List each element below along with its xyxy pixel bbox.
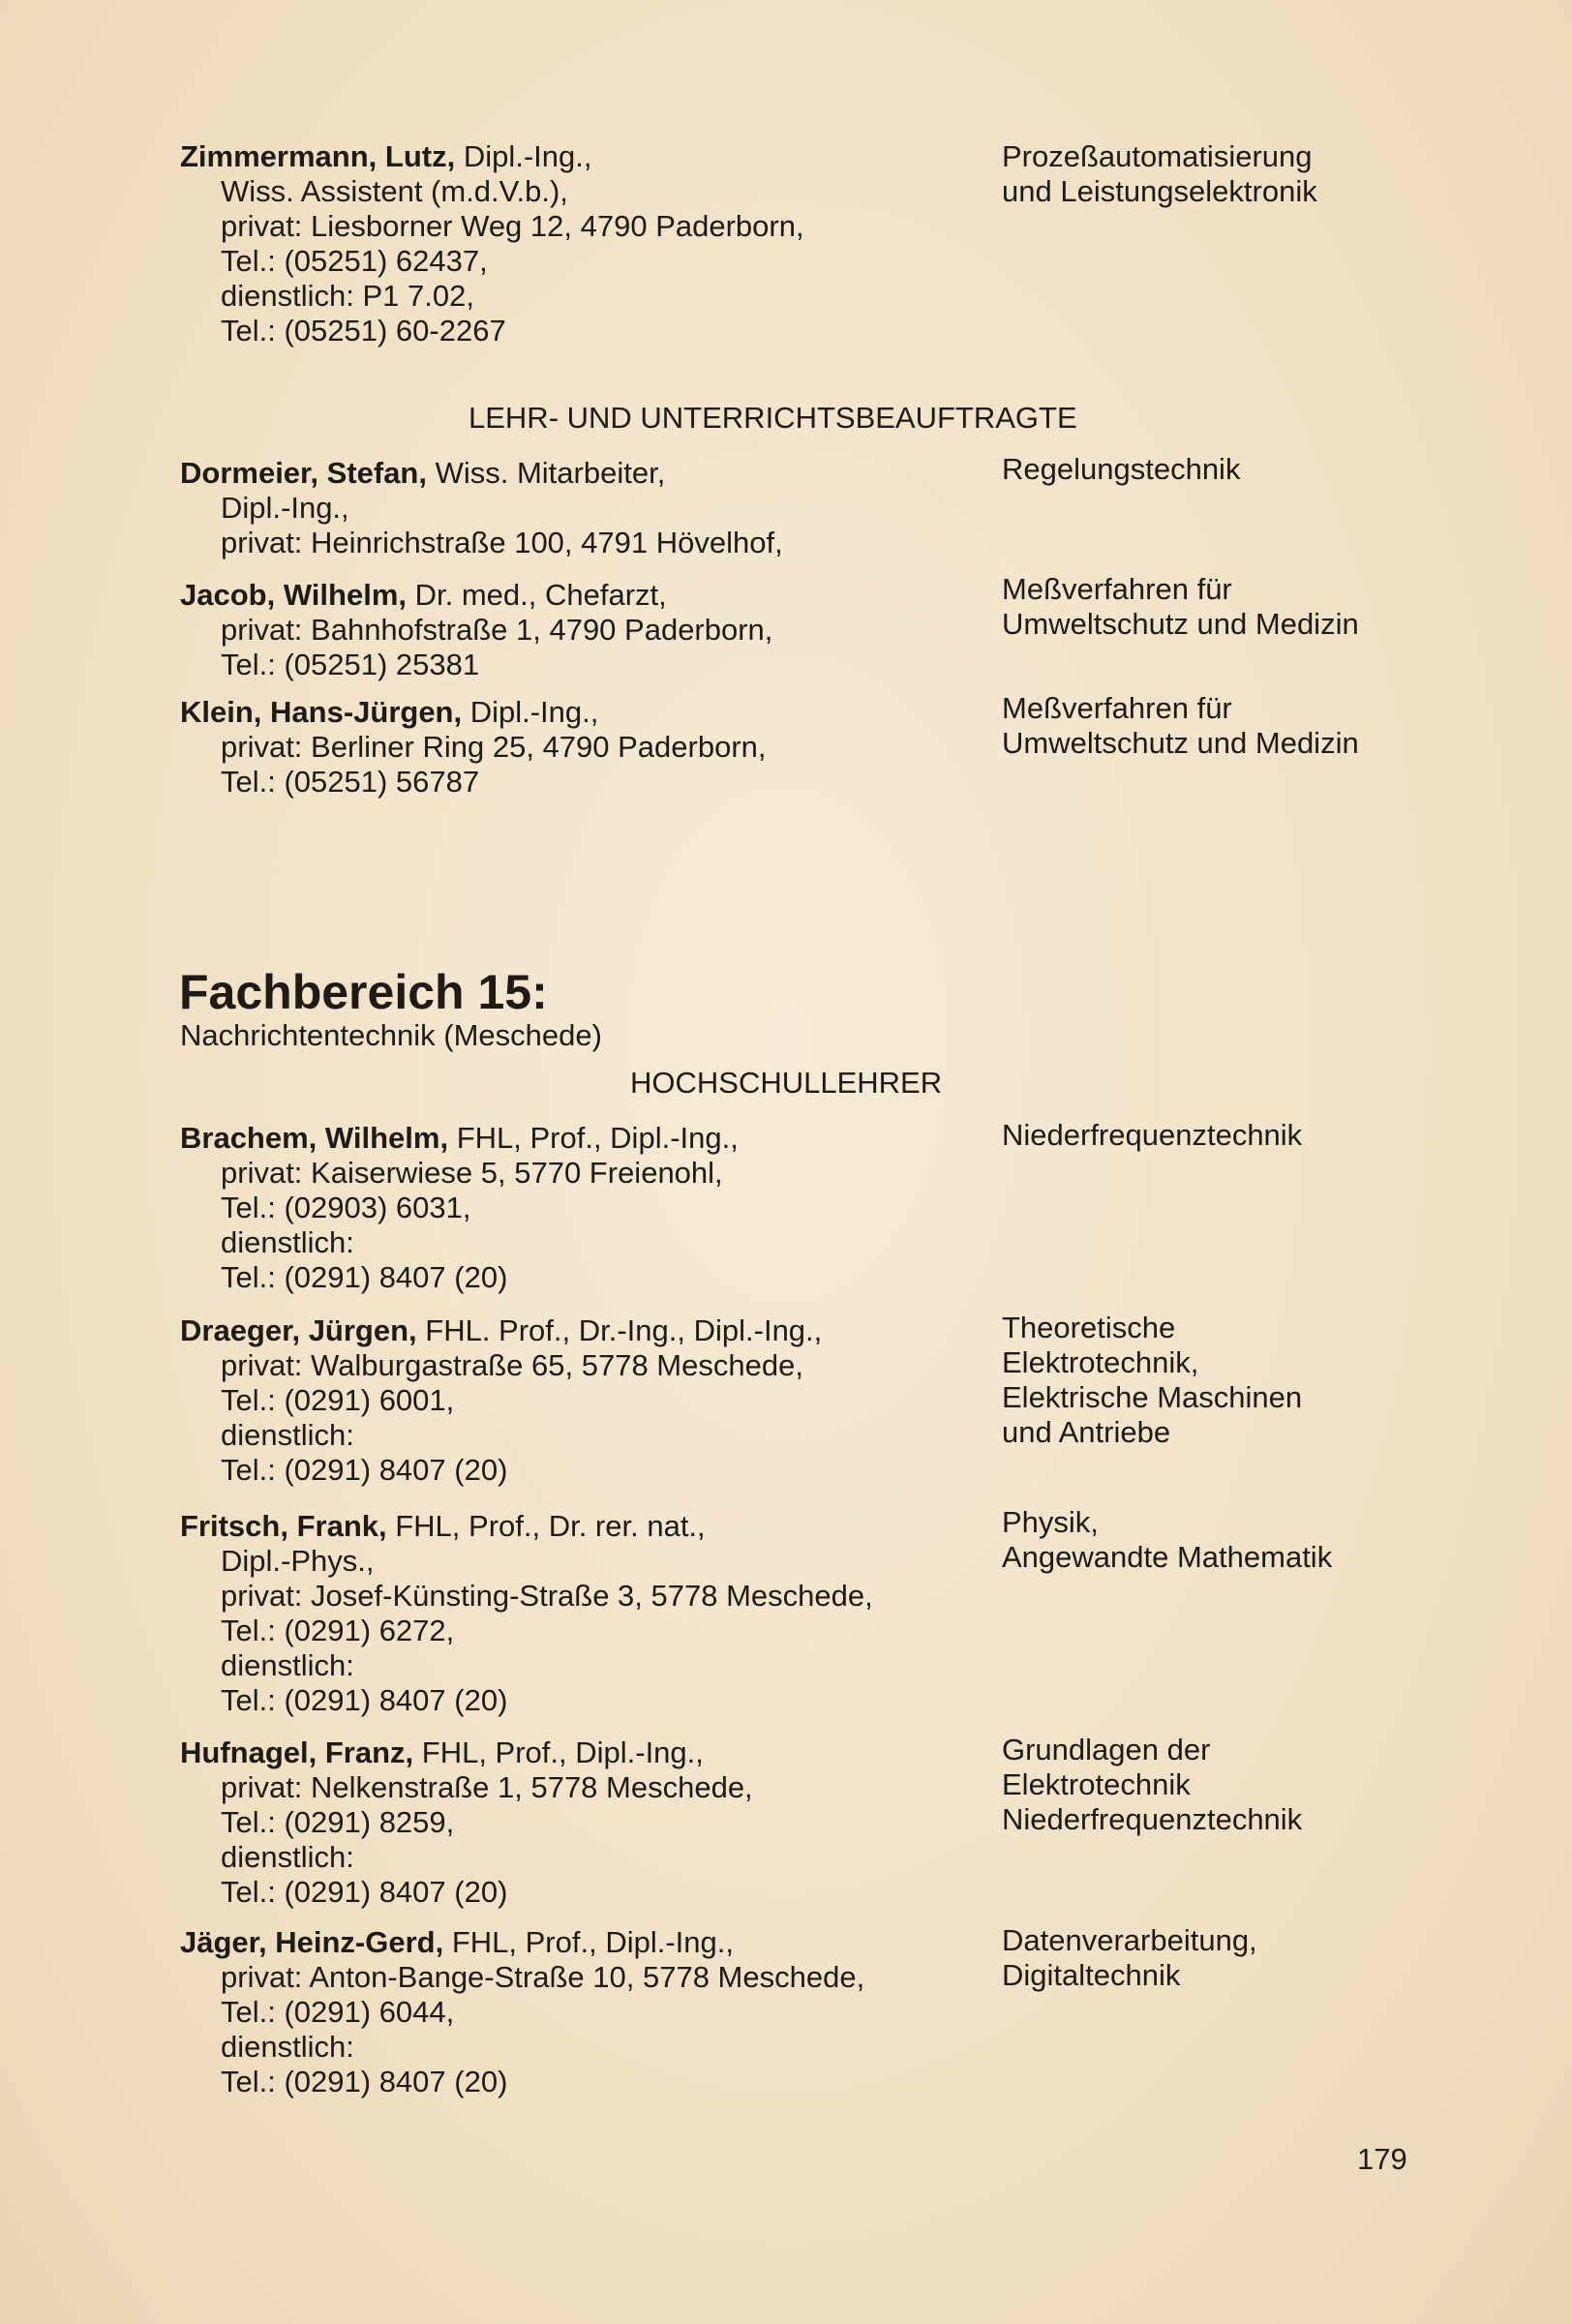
entry-line: Tel.: (0291) 8259,	[221, 1805, 455, 1839]
entry-line: dienstlich:	[221, 2030, 354, 2064]
entry-line: Tel.: (0291) 8407 (20)	[221, 2065, 508, 2098]
subject-jaeger	[1002, 1923, 1505, 1993]
entry-line: privat: Heinrichstraße 100, 4791 Hövelhof,	[221, 526, 783, 559]
entry-line: Wiss. Assistent (m.d.V.b.),	[221, 174, 568, 208]
staff-entry-draeger	[180, 1313, 983, 1488]
entry-title: FHL, Prof., Dr. rer. nat.,	[386, 1509, 706, 1543]
section-heading-hochschullehrer: HOCHSCHULLEHRER	[630, 1066, 943, 1100]
entry-line: Tel.: (0291) 6001,	[221, 1383, 455, 1417]
subject-line: Datenverarbeitung,	[1002, 1923, 1257, 1957]
staff-entry-jaeger	[180, 1925, 983, 2099]
subject-line: Angewandte Mathematik	[1002, 1540, 1333, 1574]
entry-name: Dormeier, Stefan,	[180, 456, 427, 490]
entry-line: Tel.: (0291) 8407 (20)	[221, 1875, 508, 1909]
entry-line: Tel.: (05251) 60-2267	[221, 314, 506, 347]
entry-line: Tel.: (05251) 25381	[221, 648, 480, 681]
entry-title: FHL, Prof., Dipl.-Ing.,	[443, 1925, 734, 1959]
staff-entry-klein	[180, 695, 983, 800]
entry-line: dienstlich:	[221, 1418, 354, 1452]
entry-line: Tel.: (0291) 6044,	[221, 1995, 455, 2029]
staff-entry-brachem	[180, 1121, 983, 1295]
entry-line: Dipl.-Phys.,	[221, 1544, 375, 1578]
entry-name: Jäger, Heinz-Gerd,	[180, 1925, 444, 1959]
entry-line: dienstlich:	[221, 1840, 354, 1874]
subject-line: Elektrische Maschinen	[1002, 1380, 1303, 1414]
subject-line: und Antriebe	[1002, 1415, 1171, 1449]
subject-fritsch	[1002, 1505, 1505, 1575]
entry-line: Tel.: (0291) 8407 (20)	[221, 1453, 508, 1487]
entry-line: Tel.: (0291) 8407 (20)	[221, 1683, 508, 1717]
entry-line: privat: Bahnhofstraße 1, 4790 Paderborn,	[221, 613, 773, 647]
entry-title: Dr. med., Chefarzt,	[407, 578, 667, 612]
entry-title: Dipl.-Ing.,	[462, 695, 599, 729]
entry-line: Dipl.-Ing.,	[221, 491, 349, 525]
subject-line: und Leistungselektronik	[1002, 174, 1317, 208]
subject-line: Umweltschutz und Medizin	[1002, 726, 1359, 760]
entry-title: FHL. Prof., Dr.-Ing., Dipl.-Ing.,	[416, 1313, 823, 1347]
subject-line: Regelungstechnik	[1002, 452, 1241, 486]
entry-name: Brachem, Wilhelm,	[180, 1121, 449, 1155]
entry-line: Tel.: (05251) 62437,	[221, 244, 488, 278]
entry-line: privat: Berliner Ring 25, 4790 Paderborn,	[221, 730, 767, 764]
entry-name: Hufnagel, Franz,	[180, 1735, 414, 1769]
staff-entry-dormeier	[180, 456, 983, 560]
entry-name: Klein, Hans-Jürgen,	[180, 695, 463, 729]
subject-line: Niederfrequenztechnik	[1002, 1802, 1303, 1836]
entry-line: Tel.: (0291) 6272,	[221, 1614, 455, 1647]
subject-draeger	[1002, 1311, 1505, 1450]
subject-line: Theoretische	[1002, 1311, 1176, 1344]
entry-name-line	[180, 139, 983, 174]
staff-entry-hufnagel	[180, 1735, 983, 1910]
subject-line: Niederfrequenztechnik	[1002, 1118, 1303, 1152]
subject-line: Elektrotechnik,	[1002, 1345, 1199, 1379]
entry-line: privat: Kaiserwiese 5, 5770 Freienohl,	[221, 1156, 723, 1190]
entry-line: dienstlich:	[221, 1225, 354, 1259]
entry-name: Fritsch, Frank,	[180, 1509, 387, 1543]
subject-zimmermann	[1002, 139, 1505, 209]
entry-title: FHL, Prof., Dipl.-Ing.,	[413, 1735, 704, 1769]
entry-line: privat: Liesborner Weg 12, 4790 Paderborn,	[221, 209, 804, 243]
entry-line: privat: Anton-Bange-Straße 10, 5778 Meschede,	[221, 1960, 865, 1994]
entry-line: Tel.: (05251) 56787	[221, 765, 480, 799]
section-heading-lehrbeauftragte: LEHR- UND UNTERRICHTSBEAUFTRAGTE	[469, 401, 1077, 435]
entry-name: Zimmermann, Lutz,	[180, 139, 456, 173]
staff-entry-fritsch	[180, 1509, 983, 1718]
entry-line: privat: Nelkenstraße 1, 5778 Meschede,	[221, 1770, 753, 1804]
entry-title: FHL, Prof., Dipl.-Ing.,	[448, 1121, 739, 1155]
entry-line: dienstlich: P1 7.02,	[221, 279, 474, 313]
entry-line: Tel.: (0291) 8407 (20)	[221, 1260, 508, 1294]
entry-line: privat: Walburgastraße 65, 5778 Meschede,	[221, 1348, 803, 1382]
staff-entry-jacob	[180, 578, 983, 682]
page-number: 179	[1357, 2142, 1407, 2176]
subject-brachem	[1002, 1118, 1505, 1153]
subject-line: Physik,	[1002, 1505, 1099, 1539]
entry-line: Tel.: (02903) 6031,	[221, 1191, 471, 1224]
subject-klein	[1002, 691, 1505, 761]
subject-line: Prozeßautomatisierung	[1002, 139, 1313, 173]
subject-line: Digitaltechnik	[1002, 1958, 1181, 1992]
entry-title: Dipl.-Ing.,	[455, 139, 592, 173]
subject-line: Meßverfahren für	[1002, 691, 1232, 725]
entry-line: privat: Josef-Künsting-Straße 3, 5778 Meschede,	[221, 1579, 873, 1613]
subject-jacob	[1002, 572, 1505, 642]
subject-line: Grundlagen der	[1002, 1733, 1211, 1766]
subject-line: Umweltschutz und Medizin	[1002, 607, 1359, 641]
entry-name: Jacob, Wilhelm,	[180, 578, 407, 612]
subject-hufnagel	[1002, 1733, 1505, 1837]
subject-dormeier	[1002, 452, 1505, 487]
entry-title: Wiss. Mitarbeiter,	[426, 456, 666, 490]
subject-line: Meßverfahren für	[1002, 572, 1232, 606]
subject-line: Elektrotechnik	[1002, 1767, 1191, 1801]
entry-line: dienstlich:	[221, 1648, 354, 1682]
entry-name: Draeger, Jürgen,	[180, 1313, 417, 1347]
staff-entry-zimmermann	[180, 139, 983, 348]
department-title: Fachbereich 15:	[179, 965, 548, 1019]
department-subtitle: Nachrichtentechnik (Meschede)	[180, 1018, 602, 1052]
